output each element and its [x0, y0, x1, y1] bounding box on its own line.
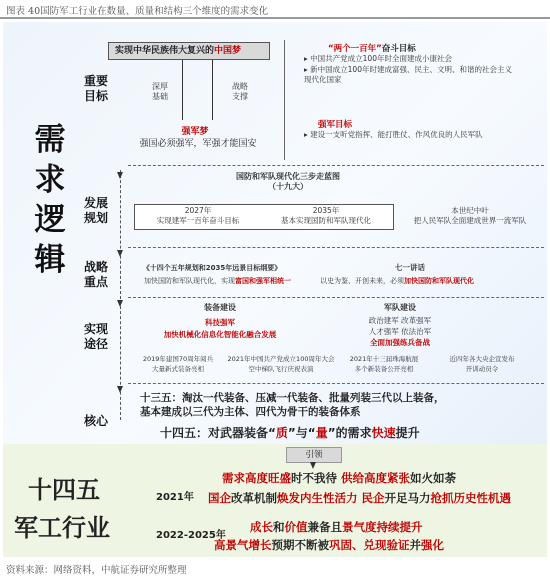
strategic-support: 战略 支撑 [232, 82, 248, 101]
centenary-bullet-2: ▸ 新中国成立100年时建成富强、民主、文明、和谐的社会主义现代化国家 [304, 65, 512, 84]
y2035: 2035年 [312, 206, 340, 215]
july-speech-title: 七一讲话 [395, 263, 425, 272]
line-2025-2: 高景气增长预期不断被巩固、兑现验证并强化 [214, 538, 444, 552]
side-char: 逻 [34, 202, 66, 238]
row-plan: 发展 规划 [83, 196, 108, 225]
army-3: 全面加强练兵备战 [370, 338, 430, 347]
equip-2: 加快机械化信息化智能化融合发展 [163, 330, 277, 339]
side-char: 需 [34, 122, 66, 158]
event-3: 2021年十三届珠海航展 多个新装备公开亮相 [349, 355, 419, 373]
core-14th: 十四五：对武器装备“质”与“量”的需求快速提升 [160, 426, 420, 440]
equip-title: 装备建设 [204, 303, 236, 312]
separator [128, 383, 544, 384]
event-1: 2019年建国70周年阅兵 大量新式装备亮相 [142, 355, 214, 373]
flow-line [120, 170, 121, 420]
y2027: 2027年 [184, 206, 212, 215]
army-goal-bullet: ▸ 建设一支听党指挥、能打胜仗、作风优良的人民军队 [304, 130, 483, 139]
year-2022-2025: 2022-2025年 [156, 530, 226, 541]
three-step-blueprint: 国防和军队现代化三步走蓝图 （十九大） [236, 172, 340, 191]
strong-army-dream: 强军梦 [181, 127, 209, 137]
bottom-title-1: 十四五 [28, 476, 100, 504]
line-2025-1: 成长和价值兼备且景气度持续提升 [250, 520, 423, 534]
china-dream-box: 实现中华民族伟大复兴的中国梦 [108, 42, 270, 60]
arrow-down-icon [310, 462, 316, 469]
mid-century: 本世纪中叶 [451, 206, 489, 215]
arrow-down-icon [117, 172, 123, 179]
july-speech-text: 以史为鉴、开创未来，必须加快国防和军队现代化 [320, 277, 474, 285]
plan-outline-text: 加快国防和军队现代化，实现富国和强军相统一 [144, 277, 291, 285]
connector [182, 60, 183, 120]
y2035-text: 基本实现国防和军队现代化 [281, 216, 371, 225]
core-13th-1: 十三五：淘汰一代装备、压减一代装备、批量列装三代以上装备， [140, 392, 445, 404]
line-2021-2: 国企改革机制焕发内生性活力 民企开足马力抢抓历史性机遇 [208, 491, 512, 505]
separator [128, 165, 544, 166]
row-focus: 战略 重点 [83, 260, 108, 289]
arrow-down-icon [117, 386, 123, 393]
deep-foundation: 深厚 基础 [152, 82, 168, 101]
row-core: 核心 [83, 414, 108, 428]
separator [128, 247, 544, 248]
divider [284, 40, 285, 160]
army-title: 军队建设 [384, 303, 416, 312]
equip-1: 科技强军 [205, 318, 235, 327]
core-13th-2: 基本建成以三代为主体、四代为骨干的装备体系 [140, 406, 361, 418]
source-note: 资料来源：网络资料，中航证券研究所整理 [6, 565, 187, 576]
separator [128, 297, 544, 298]
army-1: 政治建军 改革强军 [368, 316, 432, 325]
line-2021-1: 需求高度旺盛时不我待 供给高度紧张如火如荼 [222, 471, 457, 485]
top-rule [0, 17, 550, 19]
side-char: 辑 [34, 242, 66, 278]
arrow-down-icon [117, 250, 123, 257]
figure-caption: 图表 40国防军工行业在数量、质量和结构三个维度的需求变化 [6, 6, 269, 17]
event-4: 近四年各大央企宣发布 开训动员令 [449, 355, 515, 373]
plan-outline-title: 《十四个五年规划和2035年远景目标纲要》 [142, 264, 282, 272]
event-2: 2021年中国共产党成立100周年大会 空中梯队飞行庆祝表演 [227, 355, 335, 373]
row-path: 实现 途径 [83, 322, 108, 351]
side-title [30, 120, 70, 280]
row-goal: 重要 目标 [83, 74, 108, 103]
connector [212, 60, 213, 120]
side-char: 求 [34, 162, 66, 198]
year-2021: 2021年 [156, 492, 194, 503]
army-goal-title: 强军目标 [318, 120, 353, 130]
lead-badge: 引领 [286, 447, 342, 463]
army-2: 人才强军 依法治军 [368, 327, 432, 336]
centenary-bullet-1: ▸ 中国共产党成立100年时全面建成小康社会 [304, 54, 452, 63]
bottom-title-2: 军工行业 [14, 514, 110, 542]
strong-army-subtitle: 强国必须强军，军强才能国安 [139, 139, 257, 149]
y2027-text: 实现建军一百年奋斗目标 [156, 216, 240, 225]
mid-century-text: 把人民军队全面建成世界一流军队 [413, 216, 527, 225]
arrow-down-icon [117, 300, 123, 307]
centenary-title: “两个一百年”奋斗目标 [328, 44, 416, 54]
